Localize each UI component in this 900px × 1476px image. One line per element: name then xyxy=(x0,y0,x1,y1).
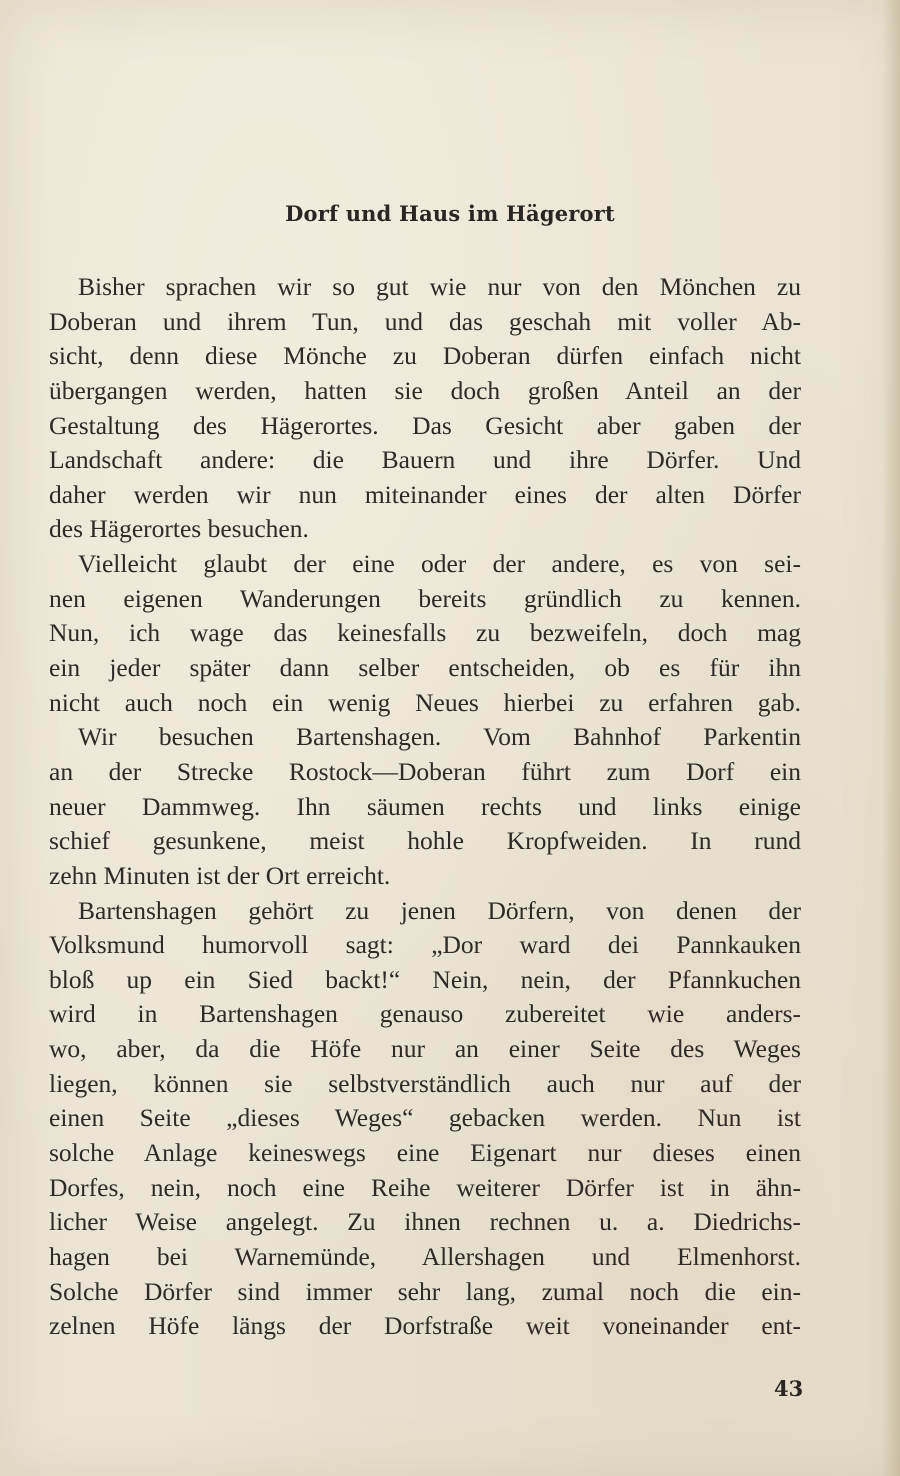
page-number: 43 xyxy=(774,1376,804,1401)
text-line: solche Anlage keineswegs eine Eigenart nur dieses einen xyxy=(49,1138,801,1168)
text-line: bloß up ein Sied backt!“ Nein, nein, der Pfannkuchen xyxy=(49,964,801,994)
text-line: Landschaft andere: die Bauern und ihre Dörfer. Und xyxy=(49,445,801,475)
text-line: schief gesunkene, meist hohle Kropfweiden. In rund xyxy=(49,826,801,856)
text-line: zehn Minuten ist der Ort erreicht. xyxy=(49,860,391,890)
text-line: nicht auch noch ein wenig Neues hierbei zu erfahren gab. xyxy=(49,687,801,717)
text-line: zelnen Höfe längs der Dorfstraße weit voneinander ent- xyxy=(49,1311,801,1341)
text-line: daher werden wir nun miteinander eines der alten Dörfer xyxy=(49,479,801,509)
page-title: Dorf und Haus im Hägerort xyxy=(285,201,615,226)
text-line: Bartenshagen gehört zu jenen Dörfern, von denen der xyxy=(78,895,801,925)
text-line: Volksmund humorvoll sagt: „Dor ward dei Pannkauken xyxy=(49,930,801,960)
text-line: einen Seite „dieses Weges“ gebacken werden. Nun ist xyxy=(49,1103,801,1133)
text-line: wird in Bartenshagen genauso zubereitet wie anders- xyxy=(49,999,801,1029)
text-line: Bisher sprachen wir so gut wie nur von den Mönchen zu xyxy=(78,272,801,301)
text-line: Vielleicht glaubt der eine oder der andere, es von sei- xyxy=(78,549,801,579)
text-line: Nun, ich wage das keinesfalls zu bezweifeln, doch mag xyxy=(49,618,801,648)
text-line: neuer Dammweg. Ihn säumen rechts und links einige xyxy=(49,791,801,821)
body-text xyxy=(49,270,801,1344)
text-line: des Hägerortes besuchen. xyxy=(49,514,309,544)
text-line: nen eigenen Wanderungen bereits gründlich zu kennen. xyxy=(49,583,801,613)
text-line: Solche Dörfer sind immer sehr lang, zumal noch die ein- xyxy=(49,1276,801,1306)
text-line: ein jeder später dann selber entscheiden, ob es für ihn xyxy=(49,653,801,683)
text-line: licher Weise angelegt. Zu ihnen rechnen u. a. Diedrichs- xyxy=(49,1207,801,1237)
text-line: Gestaltung des Hägerortes. Das Gesicht aber gaben der xyxy=(49,410,801,440)
text-line: hagen bei Warnemünde, Allershagen und Elmenhorst. xyxy=(49,1241,801,1271)
text-line: sicht, denn diese Mönche zu Doberan dürfen einfach nicht xyxy=(49,341,801,371)
text-line: Doberan und ihrem Tun, und das geschah mit voller Ab- xyxy=(49,306,801,336)
text-line: Dorfes, nein, noch eine Reihe weiterer Dörfer ist in ähn- xyxy=(49,1172,801,1202)
text-line: an der Strecke Rostock—Doberan führt zum Dorf ein xyxy=(49,756,801,786)
text-line: Wir besuchen Bartenshagen. Vom Bahnhof Parkentin xyxy=(78,722,801,752)
text-line: übergangen werden, hatten sie doch großen Anteil an der xyxy=(49,375,801,405)
text-line: liegen, können sie selbstverständlich auch nur auf der xyxy=(49,1068,801,1098)
text-line: wo, aber, da die Höfe nur an einer Seite des Weges xyxy=(49,1034,801,1064)
